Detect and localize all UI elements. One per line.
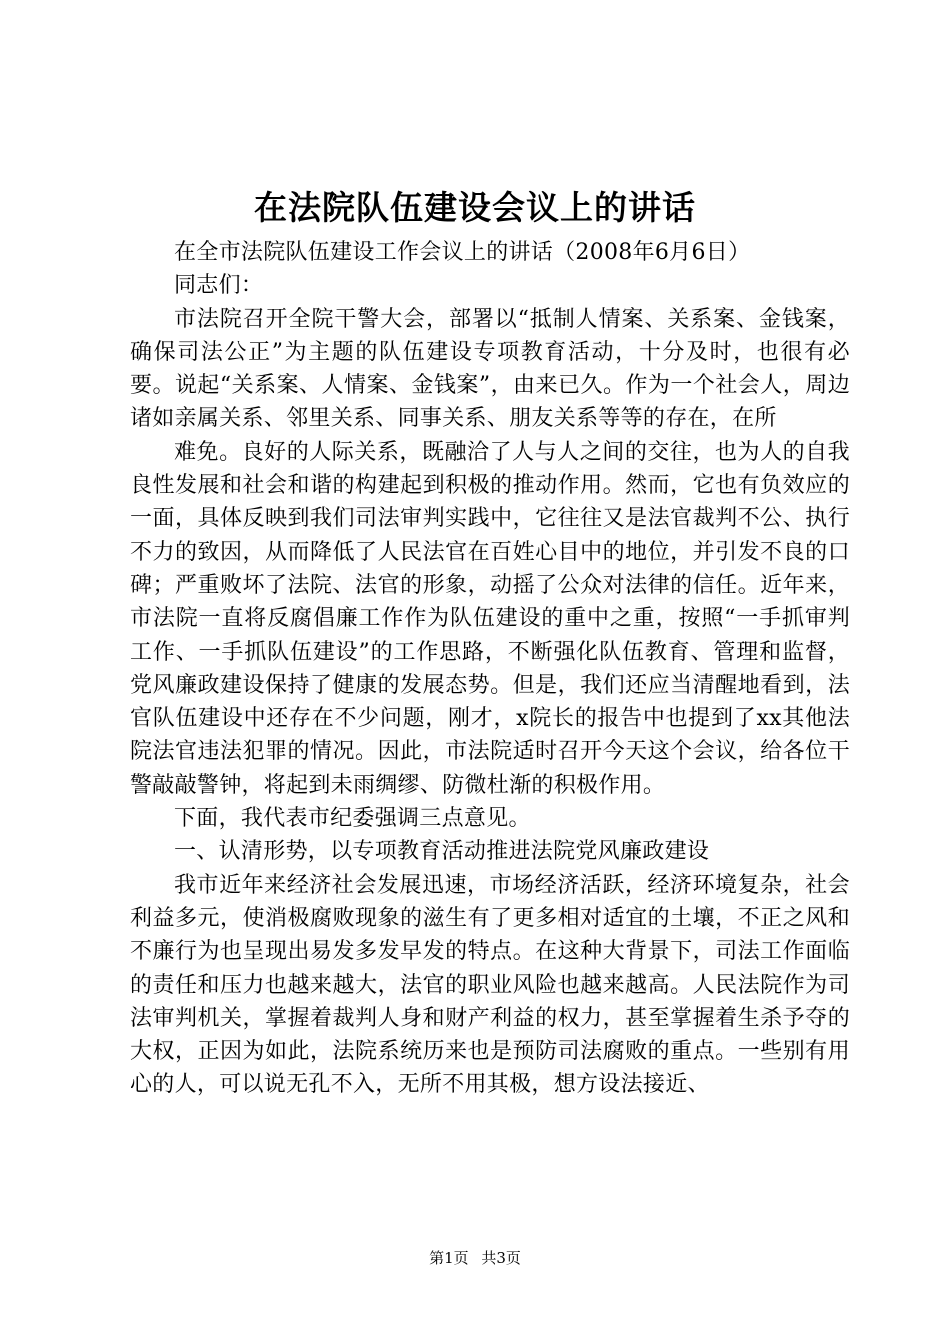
paragraph-context: 难免。良好的人际关系，既融洽了人与人之间的交往，也为人的自我良性发展和社会和谐的构建起到积极的推动作用。然而，它也有负效应的一面，具体反映到我们司法审判实践中，它往往又是法官裁判不公、执行不力的致因，从而降低了人民法官在百姓心目中的地位，并引发不良的口碑；严重败坏了法院、法官的形象，动摇了公众对法律的信任。近年来，市法院一直将反腐倡廉工作作为队伍建设的重中之重，按照“一手抓审判工作、一手抓队伍建设”的工作思路，不断强化队伍教育、管理和监督，党风廉政建设保持了健康的发展态势。但是，我们还应当清醒地看到，法官队伍建设中还存在不少问题，刚才，x院长的报告中也提到了xx其他法院法官违法犯罪的情况。因此，市法院适时召开今天这个会议，给各位干警敲敲警钟，将起到未雨绸缪、防微杜渐的积极作用。 [130, 439, 850, 798]
paragraph-transition: 下面，我代表市纪委强调三点意见。 [174, 806, 531, 832]
paragraph-salutation: 同志们： [174, 273, 264, 299]
paragraph-subtitle: 在全市法院队伍建设工作会议上的讲话（2008年6月6日） [174, 240, 751, 265]
page-number: 第1页 [429, 1249, 469, 1267]
section-heading-1: 一、认清形势，以专项教育活动推进法院党风廉政建设 [174, 839, 710, 865]
document-title: 在法院队伍建设会议上的讲话 [254, 188, 696, 227]
page-total: 共3页 [481, 1249, 521, 1267]
paragraph-section-1: 我市近年来经济社会发展迅速，市场经济活跃，经济环境复杂，社会利益多元，使消极腐败现象的滋生有了更多相对适宜的土壤，不正之风和不廉行为也呈现出易发多发早发的特点。在这种大背景下，司法工作面临的责任和压力也越来越大，法官的职业风险也越来越高。人民法院作为司法审判机关，掌握着裁判人身和财产利益的权力，甚至掌握着生杀予夺的大权，正因为如此，法院系统历来也是预防司法腐败的重点。一些别有用心的人，可以说无孔不入，无所不用其极，想方设法接近、 [130, 872, 850, 1098]
page-footer [0, 1248, 950, 1268]
paragraph-intro: 市法院召开全院干警大会，部署以“抵制人情案、关系案、金钱案，确保司法公正”为主题的队伍建设专项教育活动，十分及时，也很有必要。说起“关系案、人情案、金钱案”，由来已久。作为一个社会人，周边诸如亲属关系、邻里关系、同事关系、朋友关系等等的存在，在所 [130, 306, 850, 432]
document-body [130, 236, 850, 1102]
